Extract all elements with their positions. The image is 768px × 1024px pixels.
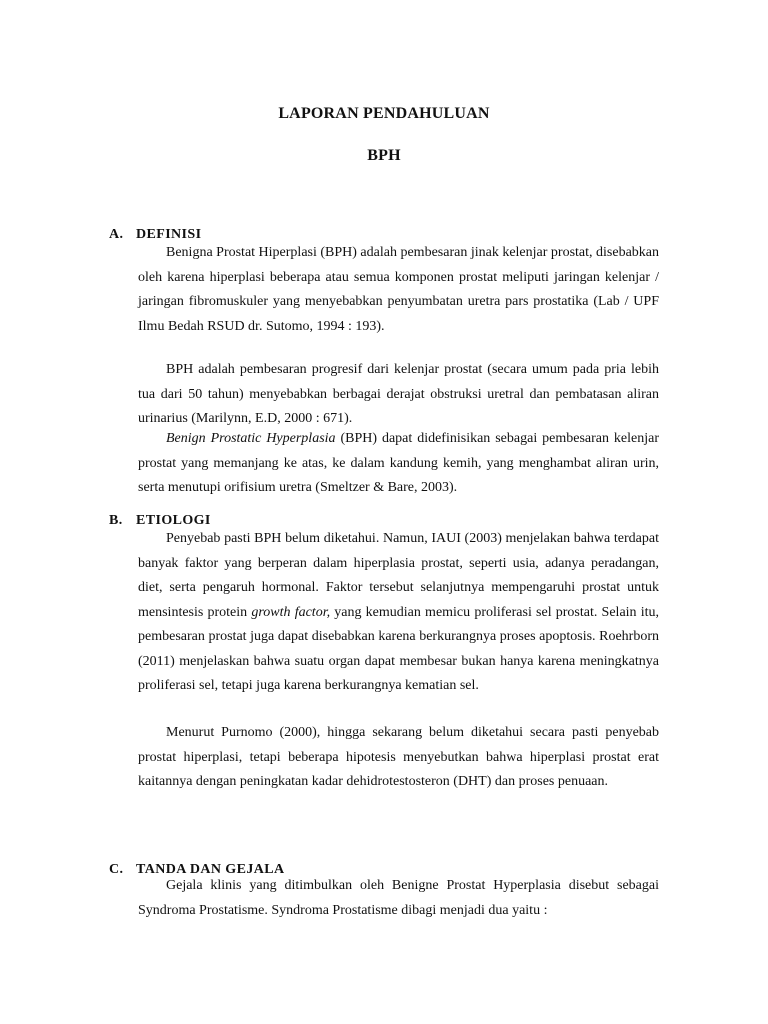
definisi-paragraph-2: BPH adalah pembesaran progresif dari kelenjar prostat (secara umum pada pria lebih tua dari 50 tahun) menyebabkan berbagai derajat obstruksi uretral dan pembatasan aliran urinarius (Marilynn, E.D, 2000 : 671). [138, 362, 659, 426]
section-a-title: DEFINISI [136, 227, 202, 242]
document-subtitle: BPH [367, 147, 401, 164]
etiologi-paragraph-1-italic: growth factor, [251, 604, 331, 620]
section-b-letter: B. [109, 513, 123, 528]
etiologi-paragraph-1-text-a: Penyebab pasti BPH belum diketahui. Namun, IAUI (2003) menjelakan bahwa terdapat banyak faktor yang berperan dalam hiperplasia prostat, seperti usia, adanya peradangan, diet, serta pengaruh hormonal. Faktor tersebut selanjutnya mempengaruhi prostat untuk mensintesis protein [138, 531, 659, 620]
section-c-letter: C. [109, 862, 124, 877]
section-c-title: TANDA DAN GEJALA [136, 862, 285, 877]
definisi-paragraph-3-text: (BPH) dapat didefinisikan sebagai pembesaran kelenjar prostat yang memanjang ke atas, ke dalam kandung kemih, yang menghambat aliran urin, serta menutupi orifisium uretra (Smeltzer & Bare, 2003). [138, 431, 660, 495]
etiologi-paragraph-2: Menurut Purnomo (2000), hingga sekarang belum diketahui secara pasti penyebab prostat hiperplasi, tetapi beberapa hipotesis menyebutkan bahwa hiperplasi prostat erat kaitannya dengan peningkatan kadar dehidrotestosteron (DHT) dan proses penuaan. [138, 725, 659, 789]
etiologi-paragraph-1 [138, 527, 659, 699]
document-title: LAPORAN PENDAHULUAN [278, 105, 490, 122]
section-a-letter: A. [109, 227, 124, 242]
section-b-title: ETIOLOGI [136, 513, 211, 528]
etiologi-paragraph-1-text-b: yang kemudian memicu proliferasi sel prostat. Selain itu, pembesaran prostat juga dapat disebabkan karena berkurangnya proses apoptosis. Roehrborn (2011) menjelaskan bahwa suatu organ dapat membesar bukan hanya karena meningkatnya proliferasi sel, tetapi juga karena berkurangnya kematian sel. [138, 604, 660, 693]
definisi-paragraph-3 [138, 427, 659, 501]
definisi-paragraph-3-italic: Benign Prostatic Hyperplasia [166, 431, 336, 446]
definisi-paragraph-1: Benigna Prostat Hiperplasi (BPH) adalah pembesaran jinak kelenjar prostat, disebabkan oleh karena hiperplasi beberapa atau semua komponen prostat meliputi jaringan kelenjar / jaringan fibromuskuler yang menyebabkan penyumbatan uretra pars prostatika (Lab / UPF Ilmu Bedah RSUD dr. Sutomo, 1994 : 193). [138, 245, 659, 334]
tanda-gejala-paragraph-1: Gejala klinis yang ditimbulkan oleh Benigne Prostat Hyperplasia disebut sebagai Syndroma Prostatisme. Syndroma Prostatisme dibagi menjadi dua yaitu : [138, 878, 659, 918]
